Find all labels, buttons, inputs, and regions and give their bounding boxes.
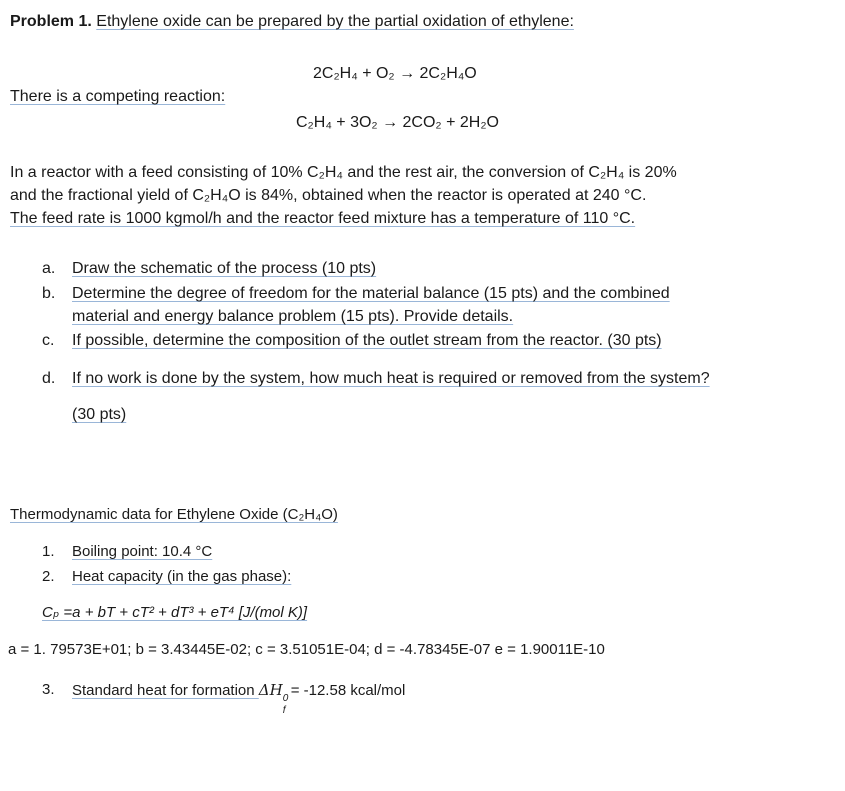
task-a-marker: a.: [42, 260, 56, 277]
task-c-marker: c.: [42, 332, 55, 349]
task-c-text: If possible, determine the composition of the outlet stream from the reactor. (30 pts): [72, 332, 662, 349]
thermo-title: Thermodynamic data for Ethylene Oxide (C₂H₄O): [10, 506, 338, 523]
delta-h-sub: f: [282, 705, 286, 716]
task-d-marker: d.: [42, 370, 56, 387]
coefficients: a = 1. 79573E+01; b = 3.43445E-02; c = 3.51051E-04; d = -4.78345E-07 e = 1.90011E-10: [8, 641, 605, 658]
delta-h-sup: 0: [282, 693, 289, 704]
competing-label: There is a competing reaction:: [10, 88, 226, 105]
task-a-text: Draw the schematic of the process (10 pts): [72, 260, 377, 277]
paragraph-line-2: and the fractional yield of C₂H₄O is 84%, obtained when the reactor is operated at 240 °C.: [10, 187, 647, 204]
cp-formula: Cₚ =a + bT + cT² + dT³ + eT⁴ [J/(mol K)]: [42, 604, 308, 621]
task-d-text-1: If no work is done by the system, how much heat is required or removed from the system?: [72, 370, 710, 387]
task-d-text-2: (30 pts): [72, 406, 127, 423]
thermo-item-3: [72, 680, 406, 716]
problem-statement: Ethylene oxide can be prepared by the partial oxidation of ethylene:: [96, 13, 574, 30]
thermo-item-3-value: = -12.58 kcal/mol: [290, 682, 406, 699]
thermo-item-2-text: Heat capacity (in the gas phase):: [72, 568, 292, 585]
task-b-marker: b.: [42, 285, 56, 302]
thermo-item-3-prefix: Standard heat for formation: [72, 682, 259, 699]
delta-h-symbol: ΔH: [258, 681, 283, 699]
reaction-1: 2C₂H₄ + O₂ → 2C₂H₄O: [313, 65, 477, 82]
problem-label: Problem 1.: [10, 13, 92, 30]
task-b-text-1: Determine the degree of freedom for the material balance (15 pts) and the combined: [72, 285, 670, 302]
paragraph-line-3: The feed rate is 1000 kgmol/h and the reactor feed mixture has a temperature of 110 °C.: [10, 210, 636, 227]
problem-heading: [10, 12, 574, 32]
thermo-item-1-text: Boiling point: 10.4 °C: [72, 543, 213, 560]
thermo-item-1-marker: 1.: [42, 543, 55, 560]
reaction-2: C₂H₄ + 3O₂ → 2CO₂ + 2H₂O: [296, 114, 499, 131]
thermo-item-2-marker: 2.: [42, 568, 55, 585]
thermo-item-3-marker: 3.: [42, 681, 55, 698]
task-b-text-2: material and energy balance problem (15 pts). Provide details.: [72, 308, 514, 325]
paragraph-line-1: In a reactor with a feed consisting of 10% C₂H₄ and the rest air, the conversion of C₂H₄ is 20%: [10, 164, 677, 181]
